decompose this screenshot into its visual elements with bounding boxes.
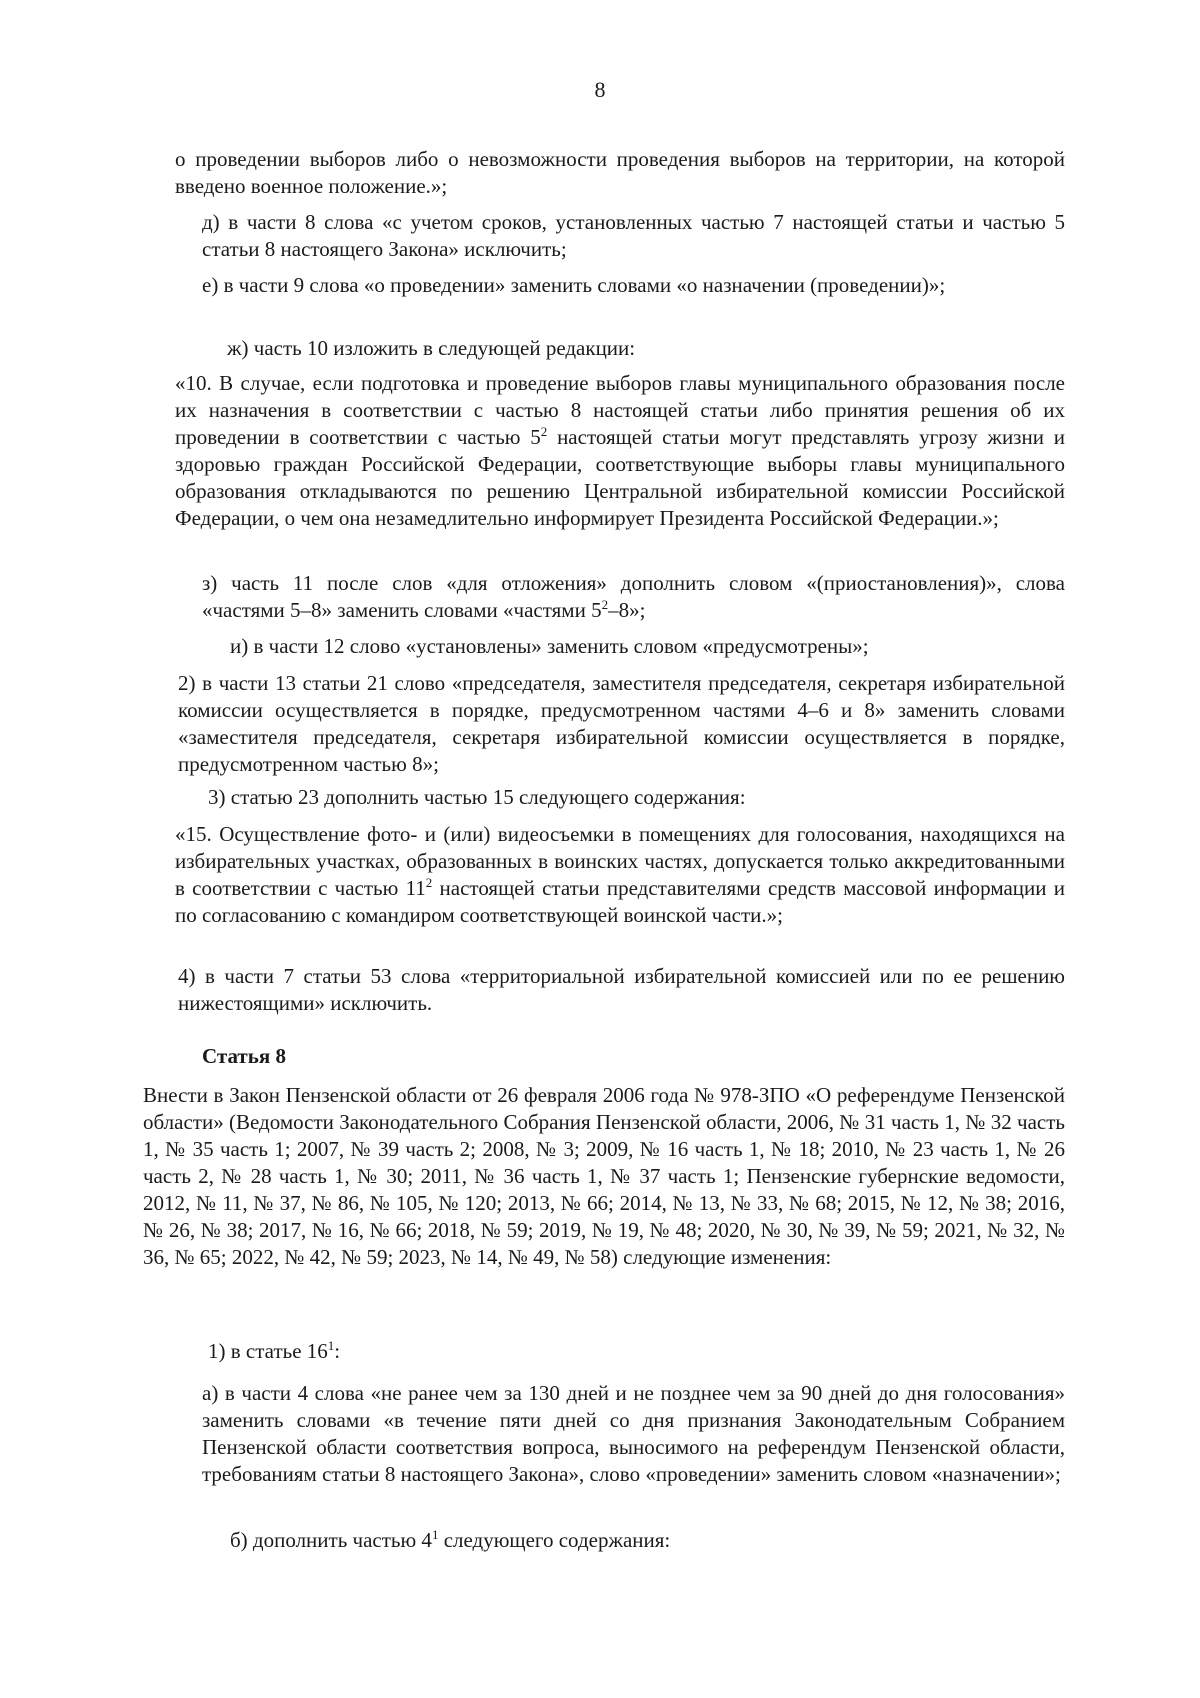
quoted-part-10: «10. В случае, если подготовка и проведение выборов главы муниципального образования после их назначения в соответствии с частью 8 настоящей статьи либо принятия решения об их проведении в соответствии с частью $5^2$ настоящей статьи могут представлять угрозу жизни и здоровью граждан Российской Федерации, соответствующие выборы главы муниципального образования откладываются по решению Центральной избирательной комиссии Российской Федерации, о чем она незамедлительно информирует Президента Российской Федерации.»; bbox=[175, 371, 1065, 530]
item-i: и) в части 12 слово «установлены» заменить словом «предусмотрены»; bbox=[230, 634, 869, 658]
quoted-part-15: «15. Осуществление фото- и (или) видеосъемки в помещениях для голосования, находящихся на избирательных участках, образованных в воинских частях, допускается только аккредитованными в соответствии с частью $11^2$ настоящей статьи представителями средств массовой информации и по согласованию с командиром соответствующей воинской части.»; bbox=[175, 822, 1066, 927]
item-4: 4) в части 7 статьи 53 слова «территориальной избирательной комиссией или по ее решению нижестоящими» исключить. bbox=[178, 964, 1065, 1015]
item-d: д) в части 8 слова «с учетом сроков, установленных частью 7 настоящей статьи и частью 5 статьи 8 настоящего Закона» исключить; bbox=[202, 210, 1065, 261]
article-heading: Статья 8 bbox=[202, 1044, 286, 1068]
item-b: б) дополнить частью $4^1$ следующего содержания: bbox=[230, 1527, 671, 1552]
page-number: 8 bbox=[594, 77, 606, 102]
paragraph-continuation: о проведении выборов либо о невозможности проведения выборов на территории, на которой введено военное положение.»; bbox=[175, 147, 1065, 198]
item-zh: ж) часть 10 изложить в следующей редакции: bbox=[227, 336, 636, 360]
item-1: 1) в статье $16^1$: bbox=[208, 1338, 341, 1363]
item-z: з) часть 11 после слов «для отложения» дополнить словом «(приостановления)», слова «частями 5–8» заменить словами «частями $5^2-8$»; bbox=[202, 571, 1065, 622]
item-2: 2) в части 13 статьи 21 слово «председателя, заместителя председателя, секретаря избирательной комиссии осуществляется в порядке, предусмотренном частями 4–6 и 8» заменить словами «заместителя председателя, секретаря избирательной комиссии осуществляется в порядке, предусмотренном частью 8»; bbox=[178, 671, 1065, 776]
item-3: 3) статью 23 дополнить частью 15 следующего содержания: bbox=[208, 785, 746, 809]
article-8-intro: Внести в Закон Пензенской области от 26 февраля 2006 года № 978-ЗПО «О референдуме Пензенской области» (Ведомости Законодательного Собрания Пензенской области, 2006, № 31 часть 1, № 32 часть 1, № 35 часть 1; 2007, № 39 часть 2; 2008, № 3; 2009, № 16 часть 1, № 18; 2010, № 23 часть 1, № 26 часть 2, № 28 часть 1, № 30; 2011, № 36 часть 1, № 37 часть 1; Пензенские губернские ведомости, 2012, № 11, № 37, № 86, № 105, № 120; 2013, № 66; 2014, № 13, № 33, № 68; 2015, № 12, № 38; 2016, № 26, № 38; 2017, № 16, № 66; 2018, № 59; 2019, № 19, № 48; 2020, № 30, № 39, № 59; 2021, № 32, № 36, № 65; 2022, № 42, № 59; 2023, № 14, № 49, № 58) следующие изменения: bbox=[143, 1083, 1065, 1269]
item-e: е) в части 9 слова «о проведении» заменить словами «о назначении (проведении)»; bbox=[202, 273, 946, 297]
item-a: а) в части 4 слова «не ранее чем за 130 дней и не позднее чем за 90 дней до дня голосования» заменить словами «в течение пяти дней со дня признания Законодательным Собранием Пензенской области соответствия вопроса, выносимого на референдум Пензенской области, требованиям статьи 8 настоящего Закона», слово «проведении» заменить словом «назначении»; bbox=[202, 1381, 1065, 1486]
